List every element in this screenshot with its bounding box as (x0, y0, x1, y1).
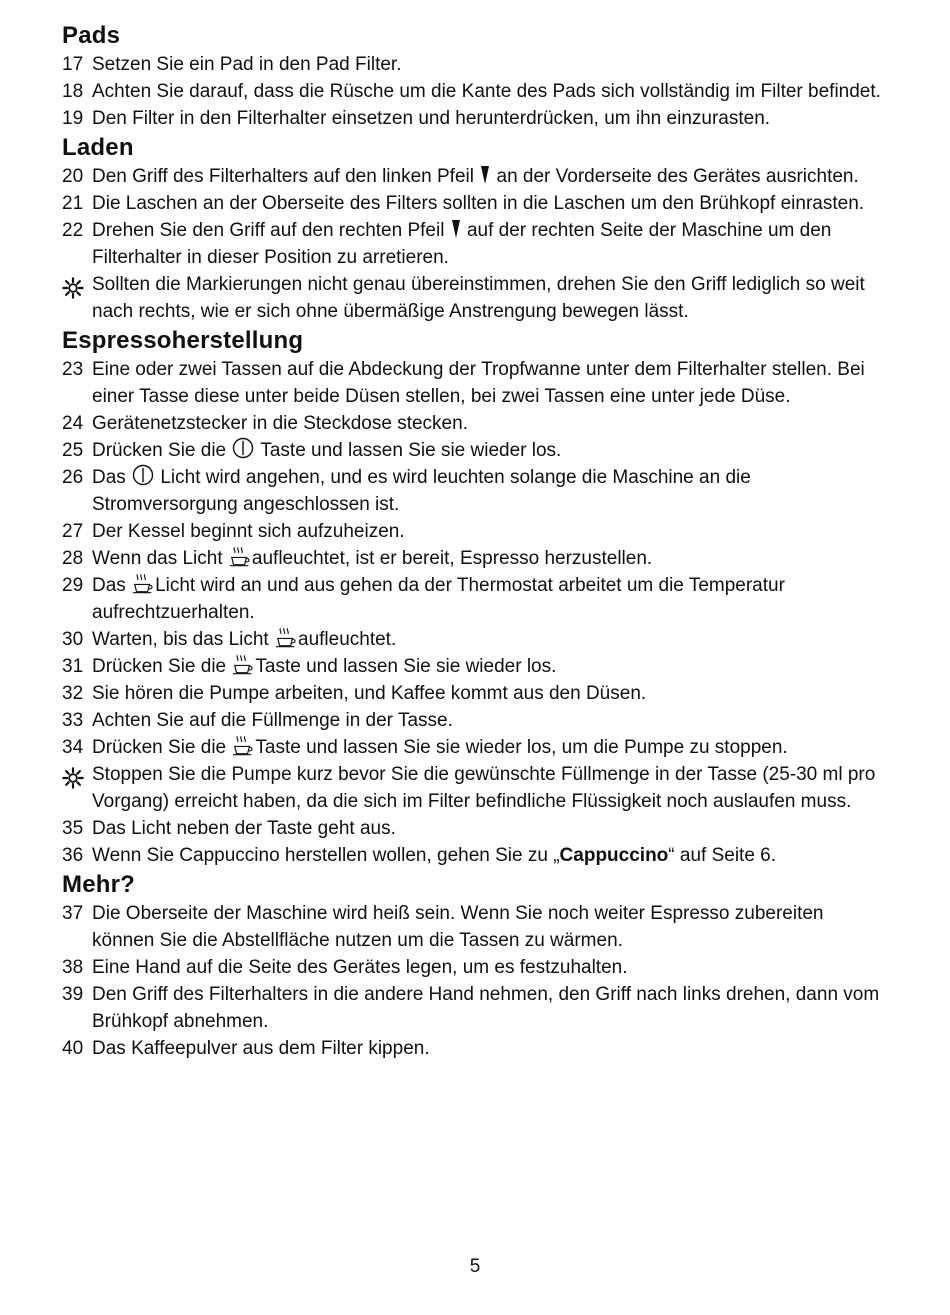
step-text: Die Laschen an der Oberseite des Filters sollten in die Laschen um den Brühkopf einrasten. (92, 193, 865, 214)
step-text: Das Licht wird an und aus gehen da der Thermostat arbeitet um die Temperatur aufrechtzuerhalten. (92, 575, 785, 623)
step-number: 40 (62, 1038, 84, 1059)
steaming-cup-icon (232, 735, 254, 756)
list-item (62, 842, 882, 869)
page-number: 5 (469, 1256, 481, 1277)
list-item (62, 51, 882, 78)
list-item (62, 680, 882, 707)
steaming-cup-icon (232, 654, 254, 675)
down-arrow-marker-icon (480, 165, 490, 185)
list-item (62, 900, 882, 954)
section-title-espresso: Espressoherstellung (62, 327, 304, 354)
tip-text: Stoppen Sie die Pumpe kurz bevor Sie die gewünschte Füllmenge in der Tasse (25-30 ml pro Vorgang) erreicht haben, da die sich im Filter befindliche Flüssigkeit noch auslaufen muss. (92, 764, 876, 812)
step-number: 25 (62, 440, 84, 461)
step-text: Drücken Sie die Taste und lassen Sie sie wieder los. (92, 437, 882, 464)
step-number: 22 (62, 220, 84, 241)
step-number: 35 (62, 818, 84, 839)
list-item (62, 217, 882, 271)
step-text: Achten Sie darauf, dass die Rüsche um die Kante des Pads sich vollständig im Filter befindet. (92, 81, 881, 102)
step-number: 38 (62, 957, 84, 978)
step-number: 30 (62, 629, 84, 650)
step-number: 29 (62, 575, 84, 596)
list-item (62, 356, 882, 410)
step-number: 19 (62, 108, 84, 129)
list-item (62, 572, 882, 626)
list-item (62, 78, 882, 105)
list-item (62, 734, 882, 761)
list-item (62, 815, 882, 842)
step-number: 20 (62, 166, 84, 187)
step-number: 34 (62, 737, 84, 758)
list-item (62, 163, 882, 190)
list-item (62, 1035, 882, 1062)
step-text: Eine Hand auf die Seite des Gerätes legen, um es festzuhalten. (92, 957, 628, 978)
step-number: 33 (62, 710, 84, 731)
step-text: Die Oberseite der Maschine wird heiß sein. Wenn Sie noch weiter Espresso zubereiten können Sie die Abstellfläche nutzen um die Tassen zu wärmen. (92, 903, 824, 951)
list-item (62, 190, 882, 217)
step-number: 23 (62, 359, 84, 380)
step-number: 32 (62, 683, 84, 704)
list-item (62, 437, 882, 464)
list-item (62, 653, 882, 680)
step-number: 39 (62, 984, 84, 1005)
step-text: Das Kaffeepulver aus dem Filter kippen. (92, 1038, 430, 1059)
list-item (62, 545, 882, 572)
list-item (62, 518, 882, 545)
steaming-cup-icon (229, 546, 251, 567)
step-text: Warten, bis das Licht aufleuchtet. (92, 629, 397, 650)
step-number: 37 (62, 903, 84, 924)
step-text: Drücken Sie die Taste und lassen Sie sie wieder los. (92, 656, 557, 677)
step-number: 36 (62, 845, 84, 866)
step-text: Der Kessel beginnt sich aufzuheizen. (92, 521, 405, 542)
step-number: 17 (62, 54, 84, 75)
step-number: 28 (62, 548, 84, 569)
step-text: Eine oder zwei Tassen auf die Abdeckung der Tropfwanne unter dem Filterhalter stellen. Bei einer Tasse diese unter beide Düsen stellen, bei zwei Tassen eine unter jede Düse. (92, 359, 865, 407)
tip-sun-icon (62, 277, 84, 299)
section-title-pads: Pads (62, 22, 121, 49)
step-number: 21 (62, 193, 84, 214)
tip-note (62, 271, 882, 325)
step-number: 31 (62, 656, 84, 677)
section-title-mehr: Mehr? (62, 871, 135, 898)
step-number: 24 (62, 413, 84, 434)
manual-page (62, 20, 882, 1062)
step-text: Drücken Sie die Taste und lassen Sie sie wieder los, um die Pumpe zu stoppen. (92, 737, 788, 758)
step-number: 27 (62, 521, 84, 542)
list-item (62, 105, 882, 132)
step-number: 18 (62, 81, 84, 102)
list-item (62, 464, 882, 518)
list-item (62, 954, 882, 981)
step-text: Den Filter in den Filterhalter einsetzen und herunterdrücken, um ihn einzurasten. (92, 108, 771, 129)
steaming-cup-icon (275, 627, 297, 648)
step-number: 26 (62, 467, 84, 488)
tip-text: Sollten die Markierungen nicht genau übereinstimmen, drehen Sie den Griff lediglich so weit nach rechts, wie er sich ohne übermäßige Anstrengung bewegen lässt. (92, 274, 865, 322)
step-text: Das Licht neben der Taste geht aus. (92, 818, 396, 839)
power-button-icon (232, 437, 254, 459)
list-item (62, 626, 882, 653)
tip-sun-icon (62, 767, 84, 789)
list-item (62, 707, 882, 734)
power-button-icon (132, 464, 154, 486)
step-text: Drehen Sie den Griff auf den rechten Pfeil auf der rechten Seite der Maschine um den Filterhalter in dieser Position zu arretieren. (92, 220, 832, 268)
step-text: Sie hören die Pumpe arbeiten, und Kaffee kommt aus den Düsen. (92, 683, 647, 704)
step-text: Das Licht wird angehen, und es wird leuchten solange die Maschine an die Stromversorgung angeschlossen ist. (92, 464, 882, 518)
step-text: Wenn Sie Cappuccino herstellen wollen, gehen Sie zu „Cappuccino“ auf Seite 6. (92, 845, 777, 866)
list-item (62, 981, 882, 1035)
cappuccino-reference: Cappuccino (559, 845, 669, 866)
step-text: Den Griff des Filterhalters in die andere Hand nehmen, den Griff nach links drehen, dann vom Brühkopf abnehmen. (92, 984, 880, 1032)
down-arrow-marker-icon (451, 219, 461, 239)
step-text: Gerätenetzstecker in die Steckdose stecken. (92, 413, 468, 434)
tip-note (62, 761, 882, 815)
step-text: Wenn das Licht aufleuchtet, ist er bereit, Espresso herzustellen. (92, 548, 653, 569)
list-item (62, 410, 882, 437)
step-text: Setzen Sie ein Pad in den Pad Filter. (92, 54, 402, 75)
steaming-cup-icon (132, 573, 154, 594)
step-text: Achten Sie auf die Füllmenge in der Tasse. (92, 710, 453, 731)
step-text: Den Griff des Filterhalters auf den linken Pfeil an der Vorderseite des Gerätes ausrichten. (92, 166, 859, 187)
section-title-laden: Laden (62, 134, 134, 161)
